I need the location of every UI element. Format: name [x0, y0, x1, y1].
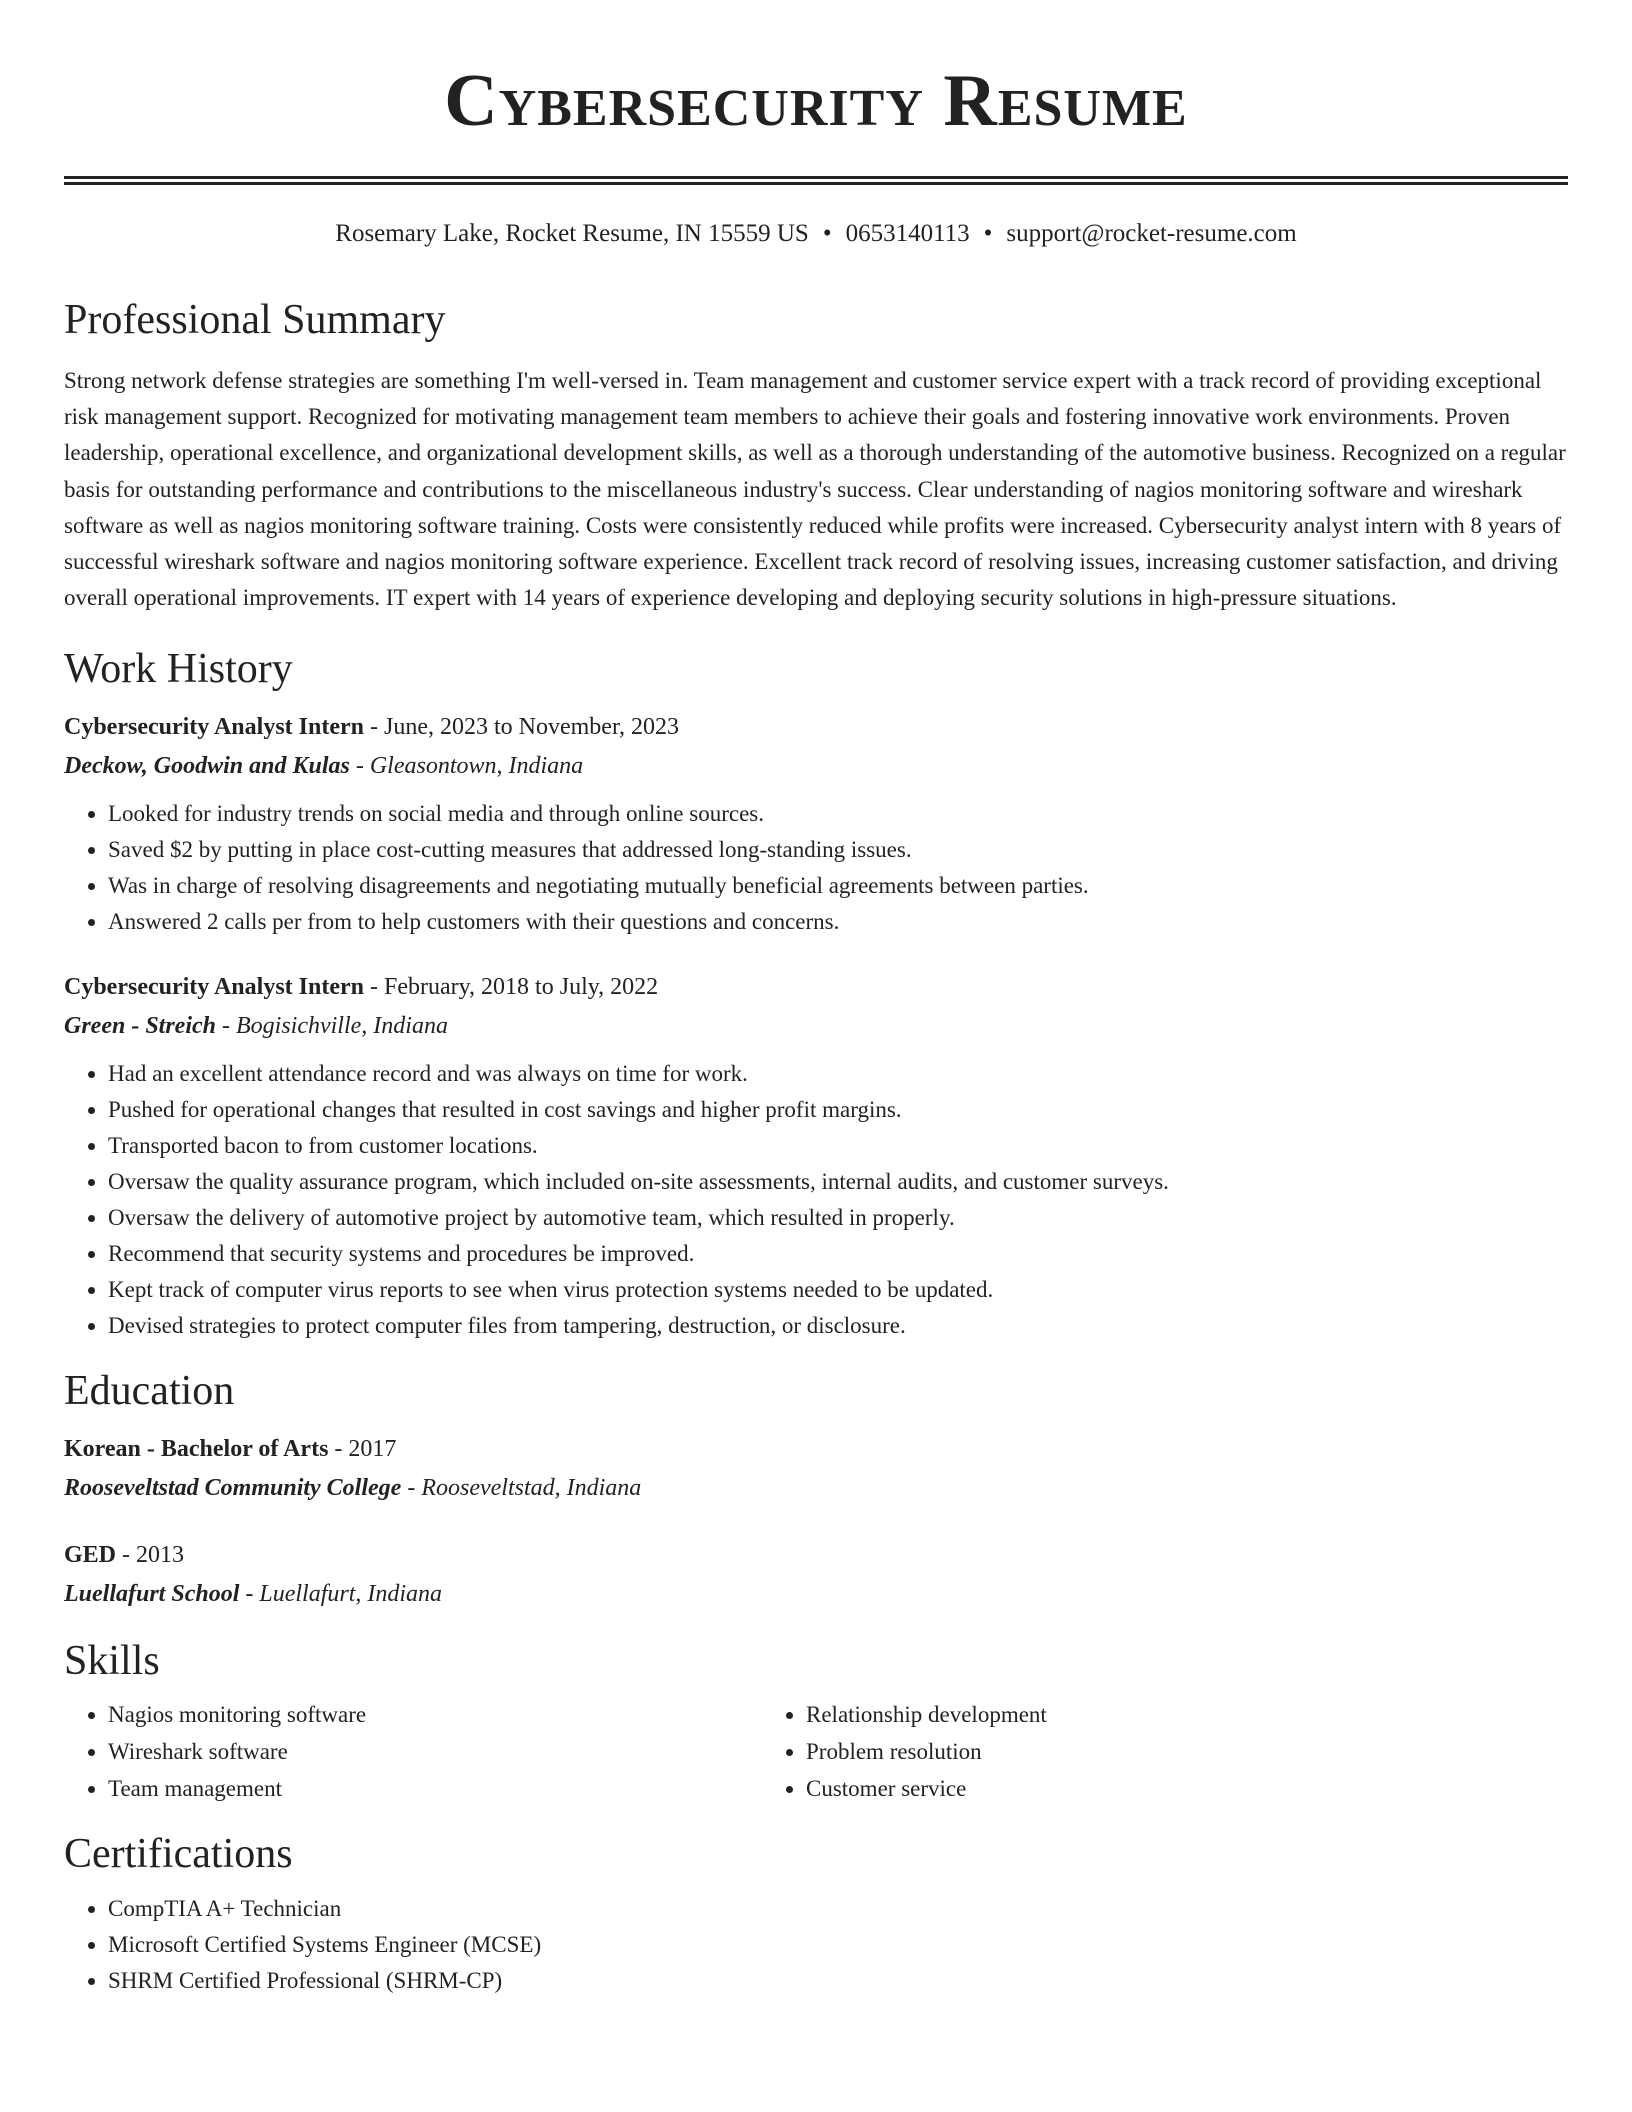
- job-company-line: [64, 746, 1568, 786]
- education-heading: Education: [64, 1368, 235, 1415]
- list-item: • Was in charge of resolving disagreements and negotiating mutually beneficial agreements between parties.: [108, 868, 1568, 904]
- job-company-line: [64, 1006, 1568, 1046]
- certification-item: • SHRM Certified Professional (SHRM-CP): [108, 1963, 1568, 1999]
- work-history-heading: Work History: [64, 646, 293, 693]
- education-degree-line: [64, 1430, 1568, 1468]
- job-bullets: [64, 796, 1568, 940]
- skill-item: • Team management: [108, 1770, 762, 1807]
- contact-email: support@rocket-resume.com: [1006, 220, 1297, 247]
- skill-item: • Customer service: [806, 1770, 1460, 1807]
- education-entry: [64, 1536, 1568, 1614]
- list-item: • Pushed for operational changes that resulted in cost savings and higher profit margins.: [108, 1092, 1568, 1128]
- skill-item: • Wireshark software: [108, 1733, 762, 1770]
- certification-item: • Microsoft Certified Systems Engineer (MCSE): [108, 1927, 1568, 1963]
- job-location: - Bogisichville, Indiana: [216, 1013, 448, 1040]
- skills-column-right: [762, 1696, 1460, 1807]
- list-item: • Saved $2 by putting in place cost-cutting measures that addressed long-standing issues.: [108, 832, 1568, 868]
- education-year: - 2013: [116, 1542, 185, 1569]
- job-title-line: [64, 708, 1568, 746]
- resume-title: Cybersecurity Resume: [444, 60, 1188, 142]
- list-item: • Devised strategies to protect computer files from tampering, destruction, or disclosure.: [108, 1308, 1568, 1344]
- skill-item: • Problem resolution: [806, 1733, 1460, 1770]
- job-company: Deckow, Goodwin and Kulas: [64, 753, 350, 780]
- list-item: • Oversaw the quality assurance program, which included on-site assessments, internal audits, and customer surveys.: [108, 1164, 1568, 1200]
- list-item: • Had an excellent attendance record and was always on time for work.: [108, 1056, 1568, 1092]
- job-company: Green - Streich: [64, 1013, 216, 1040]
- contact-address: Rosemary Lake, Rocket Resume, IN 15559 US: [335, 220, 809, 247]
- education-school-line: [64, 1574, 1568, 1614]
- education-degree-line: [64, 1536, 1568, 1574]
- job-entry: [64, 968, 1568, 1344]
- list-item: • Recommend that security systems and procedures be improved.: [108, 1236, 1568, 1272]
- summary-text: Strong network defense strategies are something I'm well-versed in. Team management and customer service expert with a track record of providing exceptional risk management support. Recognized for motivating management team members to achieve their goals and fostering innovative work environments. Proven leadership, operational excellence, and organizational development skills, as well as a thorough understanding of the automotive business. Recognized on a regular basis for outstanding performance and contributions to the miscellaneous industry's success. Clear understanding of nagios monitoring software and wireshark software as well as nagios monitoring software training. Costs were consistently reduced while profits were increased. Cybersecurity analyst intern with 8 years of successful wireshark software and nagios monitoring software experience. Excellent track record of resolving issues, increasing customer satisfaction, and driving overall operational improvements. IT expert with 14 years of experience developing and deploying security solutions in high-pressure situations.: [64, 368, 1566, 611]
- skills-grid: [64, 1696, 1568, 1807]
- job-entry: [64, 708, 1568, 940]
- education-school-line: [64, 1468, 1568, 1508]
- list-item: • Transported bacon to from customer locations.: [108, 1128, 1568, 1164]
- title-divider: [64, 176, 1568, 185]
- certifications-list: [64, 1891, 1568, 1999]
- certification-item: • CompTIA A+ Technician: [108, 1891, 1568, 1927]
- skill-item: • Relationship development: [806, 1696, 1460, 1733]
- education-year: - 2017: [328, 1436, 397, 1463]
- list-item: • Looked for industry trends on social media and through online sources.: [108, 796, 1568, 832]
- skills-column-left: [64, 1696, 762, 1807]
- summary-heading: Professional Summary: [64, 297, 446, 343]
- list-item: • Oversaw the delivery of automotive project by automotive team, which resulted in properly.: [108, 1200, 1568, 1236]
- job-title-line: [64, 968, 1568, 1006]
- skill-item: • Nagios monitoring software: [108, 1696, 762, 1733]
- contact-separator: •: [983, 220, 993, 247]
- list-item: • Kept track of computer virus reports to see when virus protection systems needed to be updated.: [108, 1272, 1568, 1308]
- job-title: Cybersecurity Analyst Intern: [64, 714, 364, 741]
- education-location: - Rooseveltstad, Indiana: [401, 1475, 642, 1502]
- list-item: • Answered 2 calls per from to help customers with their questions and concerns.: [108, 904, 1568, 940]
- education-location: - Luellafurt, Indiana: [239, 1581, 443, 1608]
- contact-phone: 0653140113: [845, 220, 970, 247]
- job-bullets: [64, 1056, 1568, 1344]
- education-degree: GED: [64, 1542, 117, 1569]
- job-location: - Gleasontown, Indiana: [349, 753, 584, 780]
- education-degree: Korean - Bachelor of Arts: [64, 1436, 329, 1463]
- job-dates: - February, 2018 to July, 2022: [363, 974, 659, 1001]
- resume-page: [64, 0, 1568, 1999]
- skills-heading: Skills: [64, 1638, 160, 1685]
- contact-separator: •: [822, 220, 832, 247]
- job-dates: - June, 2023 to November, 2023: [363, 714, 679, 741]
- education-school: Rooseveltstad Community College: [64, 1475, 402, 1502]
- job-title: Cybersecurity Analyst Intern: [64, 974, 364, 1001]
- education-school: Luellafurt School: [64, 1581, 240, 1608]
- certifications-heading: Certifications: [64, 1831, 293, 1878]
- contact-line: [64, 217, 1568, 251]
- education-entry: [64, 1430, 1568, 1508]
